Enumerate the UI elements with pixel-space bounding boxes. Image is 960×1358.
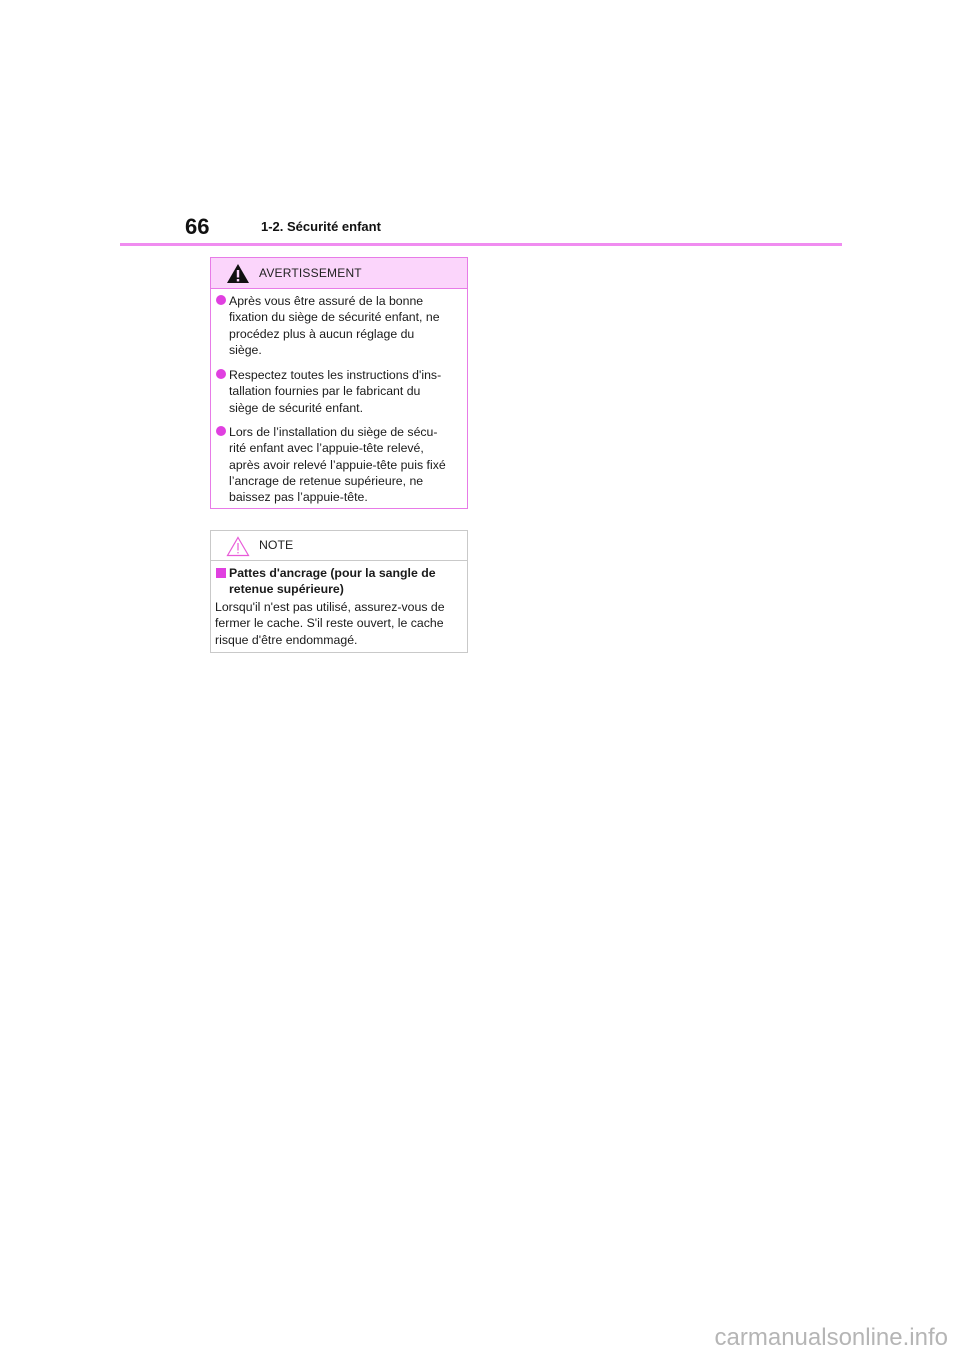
- note-header: [211, 531, 467, 561]
- warning-item-3-line-1: Lors de l’installation du siège de sécu-: [229, 425, 438, 439]
- warning-item-1-line-4: siège.: [229, 342, 262, 357]
- square-bullet-icon: [216, 568, 226, 578]
- header-rule: [120, 243, 842, 246]
- bullet-icon: [216, 295, 226, 305]
- warning-item-3-line-3: après avoir relevé l’appuie-tête puis fixé: [229, 457, 446, 472]
- warning-triangle-icon: [226, 263, 250, 284]
- warning-item-2-line-3: siège de sécurité enfant.: [229, 400, 363, 415]
- caution-triangle-icon: [226, 536, 250, 557]
- section-title: 1-2. Sécurité enfant: [261, 219, 381, 234]
- warning-item-1-line-2: fixation du siège de sécurité enfant, ne: [229, 310, 440, 325]
- warning-item-3-line-5: baissez pas l’appuie-tête.: [229, 490, 368, 505]
- warning-header: [211, 258, 467, 289]
- bullet-icon: [216, 369, 226, 379]
- watermark-text: carmanualsonline.info: [714, 1324, 948, 1350]
- note-subtitle-line-2: retenue supérieure): [229, 582, 344, 596]
- note-title: NOTE: [259, 538, 294, 552]
- note-body-line-1: Lorsqu'il n'est pas utilisé, assurez-vous de: [215, 600, 445, 614]
- warning-item-2-line-1: Respectez toutes les instructions d'ins-: [229, 368, 442, 382]
- warning-box: [210, 257, 468, 509]
- warning-item-2-line-2: tallation fournies par le fabricant du: [229, 384, 421, 399]
- note-body-line-3: risque d'être endommagé.: [215, 632, 358, 647]
- page-number: 66: [185, 214, 210, 239]
- warning-item-3-line-4: l’ancrage de retenue supérieure, ne: [229, 473, 424, 488]
- bullet-icon: [216, 426, 226, 436]
- warning-title: AVERTISSEMENT: [259, 266, 362, 280]
- warning-item-1-line-3: procédez plus à aucun réglage du: [229, 326, 415, 341]
- note-box: [210, 530, 468, 653]
- note-body-line-2: fermer le cache. S'il reste ouvert, le cache: [215, 616, 444, 631]
- watermark-logo: [648, 1324, 948, 1350]
- note-subtitle-line-1: Pattes d'ancrage (pour la sangle de: [229, 566, 436, 580]
- warning-item-3-line-2: rité enfant avec l’appuie-tête relevé,: [229, 441, 424, 456]
- warning-item-1-line-1: Après vous être assuré de la bonne: [229, 294, 424, 308]
